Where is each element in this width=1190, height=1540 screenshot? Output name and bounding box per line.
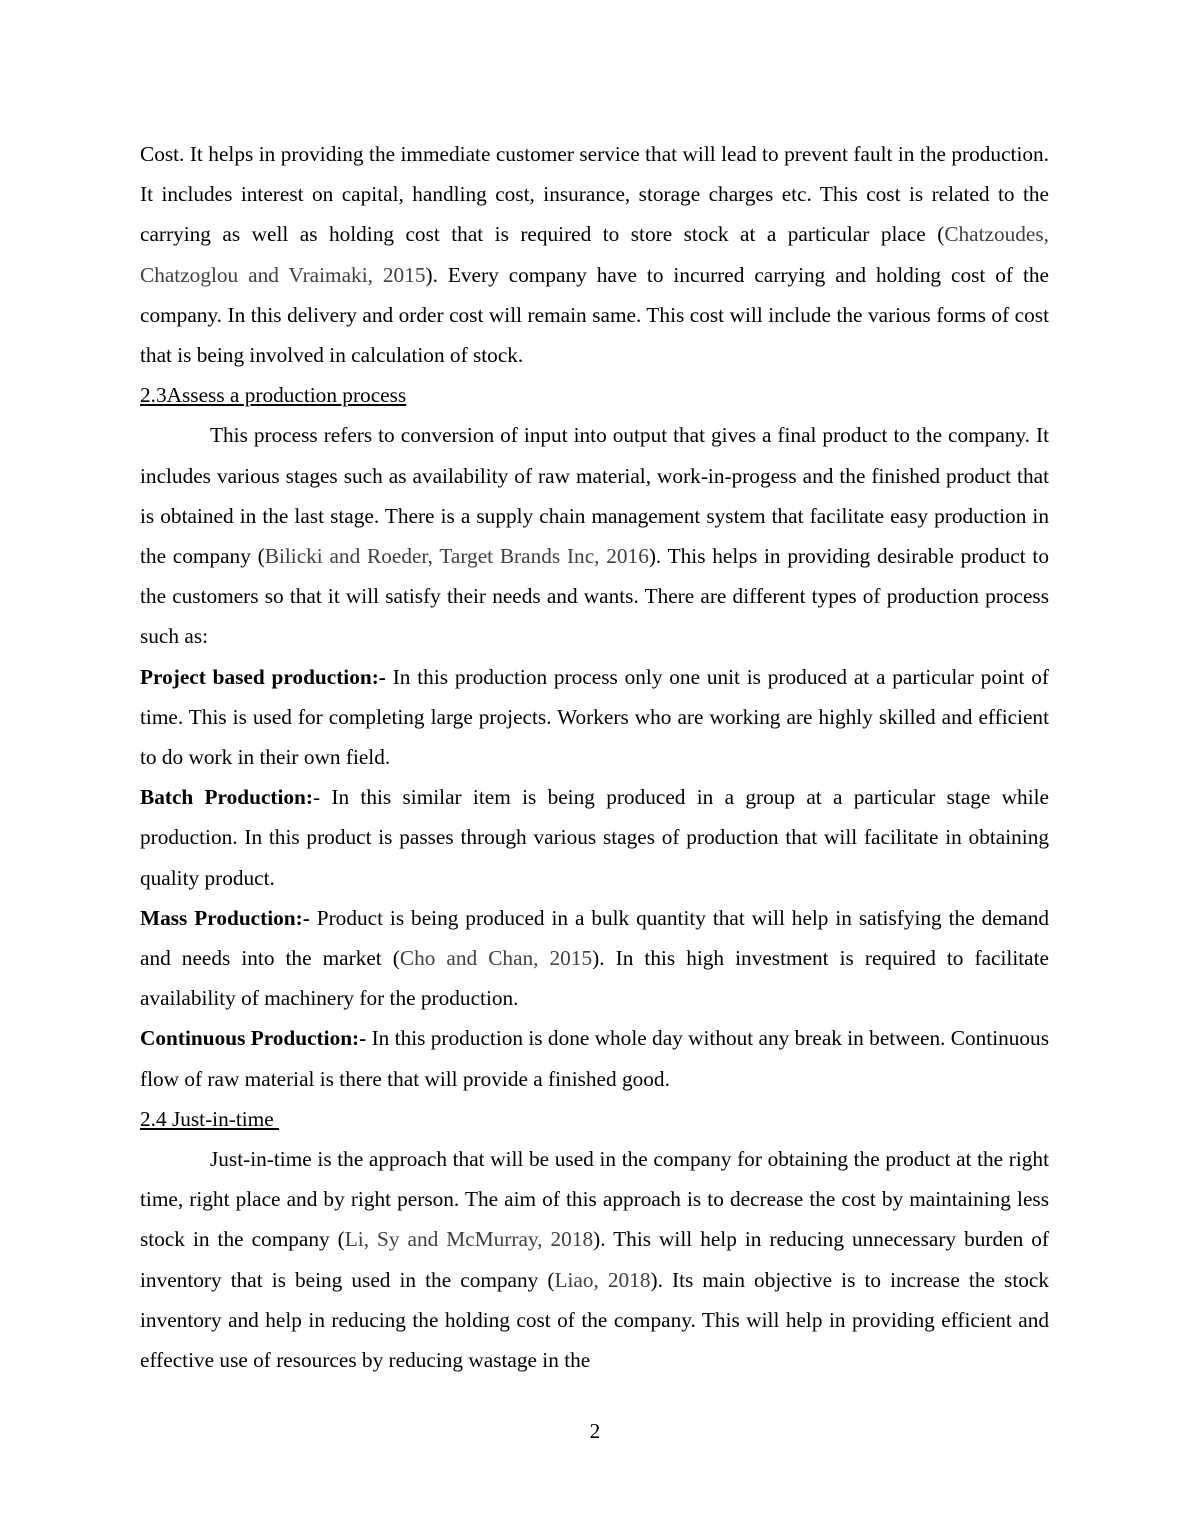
paragraph-text: This process refers to conversion of input into output that gives a final product to the company. It includes various stages such as availability of raw material, work-in-progess and the finished product that is obtained in the last stage. There is a supply chain management system that facilitate easy production in the company ( bbox=[140, 423, 1049, 569]
section-heading-2-3: 2.3Assess a production process bbox=[140, 383, 407, 408]
paragraph-batch-production bbox=[140, 777, 1049, 898]
term-label: Batch Production: bbox=[140, 785, 313, 810]
paragraph-storage-cost bbox=[140, 134, 1049, 375]
paragraph-just-in-time bbox=[140, 1139, 1049, 1380]
paragraph-text: Product is being produced in a bulk quantity that will help in satisfying the demand and needs into the market ( bbox=[140, 905, 1049, 971]
page-number: 2 bbox=[589, 1419, 601, 1443]
citation: Li, Sy and McMurray, 2018 bbox=[344, 1227, 594, 1252]
document-body bbox=[140, 134, 1049, 1380]
paragraph-text: In this production is done whole day without any break in between. Continuous flow of raw material is there that will provide a finished good. bbox=[140, 1026, 1049, 1091]
paragraph-text: In this production process only one unit is produced at a particular point of time. This is used for completing large projects. Workers who are working are highly skilled and efficient to do work in their own field. bbox=[140, 664, 1049, 770]
citation: Bilicki and Roeder, Target Brands Inc, 2016 bbox=[264, 544, 649, 569]
citation: Cho and Chan, 2015 bbox=[399, 946, 593, 971]
term-label: Project based production:- bbox=[140, 664, 386, 689]
paragraph-text: - In this similar item is being produced in a group at a particular stage while production. In this product is passes through various stages of production that will facilitate in obtaining quality product. bbox=[140, 785, 1049, 890]
paragraph-text: Just-in-time is the approach that will be used in the company for obtaining the product at the right time, right place and by right person. The aim of this approach is to decrease the cost by maintaining less stock in the company ( bbox=[140, 1147, 1049, 1252]
term-label: Mass Production:- bbox=[140, 905, 310, 930]
paragraph-continuous-production bbox=[140, 1018, 1049, 1098]
section-heading-2-4: 2.4 Just-in-time bbox=[140, 1106, 280, 1131]
paragraph-text: ). Its main objective is to increase the stock inventory and help in reducing the holding cost of the company. This will help in providing efficient and effective use of resources by reducing wastage in the bbox=[140, 1267, 1049, 1373]
paragraph-mass-production bbox=[140, 898, 1049, 1019]
paragraph-text: ). In this high investment is required to facilitate availability of machinery for the production. bbox=[140, 946, 1049, 1011]
paragraph-text: Cost. It helps in providing the immediate customer service that will lead to prevent fault in the production. It includes interest on capital, handling cost, insurance, storage charges etc. This cost is related to the carrying as well as holding cost that is required to store stock at a particular place ( bbox=[140, 142, 1049, 247]
paragraph-text: ). This helps in providing desirable product to the customers so that it will satisfy their needs and wants. There are different types of production process such as: bbox=[140, 544, 1049, 649]
citation: Chatzoudes, Chatzoglou and Vraimaki, 2015 bbox=[140, 222, 1049, 287]
paragraph-text: ). This will help in reducing unnecessary burden of inventory that is being used in the company ( bbox=[140, 1227, 1049, 1292]
paragraph-text: ). Every company have to incurred carrying and holding cost of the company. In this delivery and order cost will remain same. This cost will include the various forms of cost that is being involved in calculation of stock. bbox=[140, 262, 1049, 368]
citation: Liao, 2018 bbox=[554, 1267, 651, 1292]
term-label: Continuous Production:- bbox=[140, 1026, 367, 1051]
paragraph-production-process bbox=[140, 415, 1049, 656]
paragraph-project-based-production bbox=[140, 657, 1049, 778]
